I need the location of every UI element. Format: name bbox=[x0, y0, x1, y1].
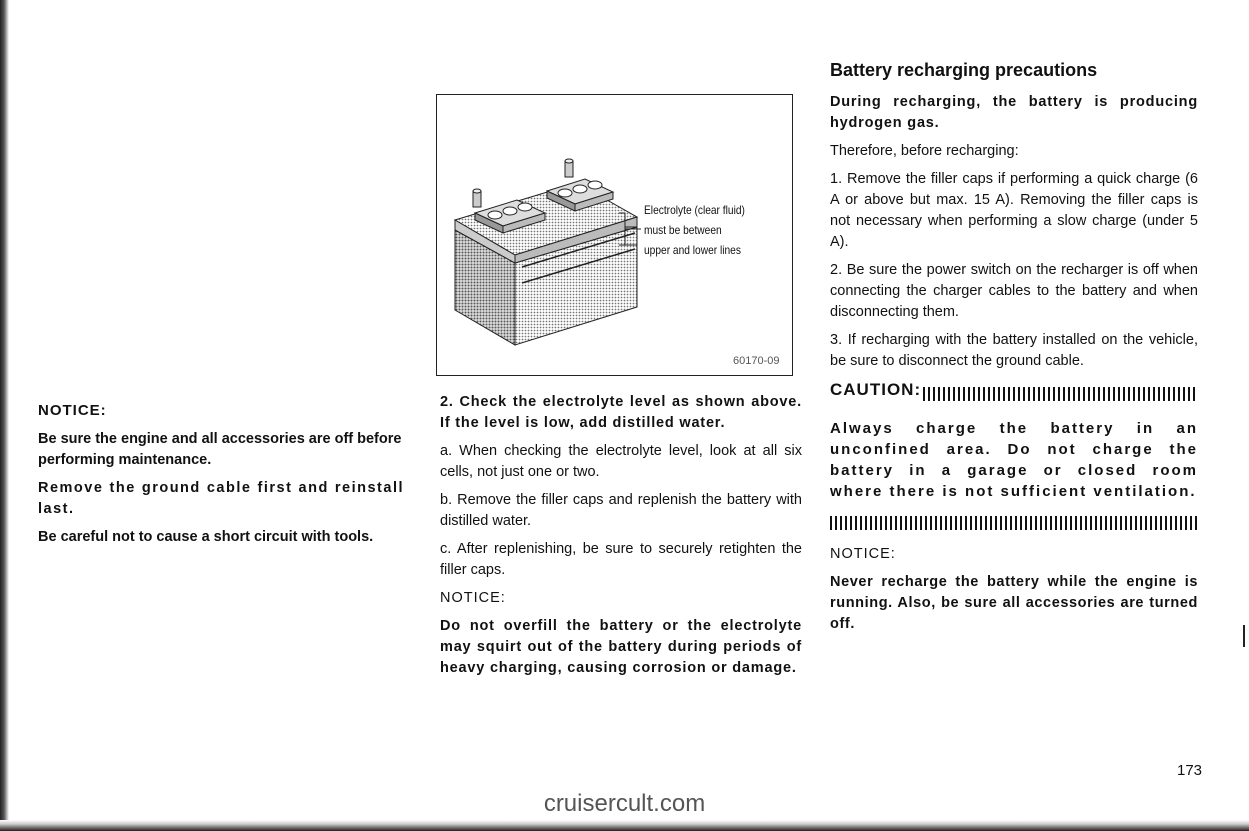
battery-figure bbox=[436, 94, 793, 376]
page-bottom-shadow bbox=[0, 820, 1249, 831]
figure-note-line2: must be between bbox=[644, 223, 722, 237]
margin-mark bbox=[1243, 625, 1245, 647]
caution-text: Always charge the battery in an unconfined area. Do not charge the battery in a garage or closed room where there is not sufficient ventilation. bbox=[830, 420, 1198, 500]
page-binding-shadow bbox=[0, 0, 9, 831]
step-c: c. After replenishing, be sure to securely retighten the filler caps. bbox=[440, 541, 802, 578]
left-column bbox=[38, 400, 404, 555]
notice-heading: NOTICE: bbox=[440, 590, 506, 606]
list-item-1: 1. Remove the filler caps if performing a quick charge (6 A or above but max. 15 A). Removing the filler caps is not necessary when performing a slow charge (under 5 A). bbox=[830, 171, 1198, 250]
list-item-2: 2. Be sure the power switch on the recharger is off when connecting the charger cables to the battery and when disconnecting them. bbox=[830, 262, 1198, 320]
notice-paragraph-2: Remove the ground cable first and reinstall last. bbox=[38, 480, 404, 517]
figure-note-line1: Electrolyte (clear fluid) bbox=[644, 203, 745, 217]
right-column bbox=[830, 58, 1198, 642]
notice-paragraph-1: Be sure the engine and all accessories are off before performing maintenance. bbox=[38, 431, 402, 468]
section-title: Battery recharging precautions bbox=[830, 60, 1098, 80]
caution-header-row bbox=[830, 379, 1198, 408]
figure-note-line3: upper and lower lines bbox=[644, 243, 741, 257]
therefore-line: Therefore, before recharging: bbox=[830, 143, 1019, 159]
caution-end-rule bbox=[830, 516, 1198, 530]
middle-column bbox=[440, 392, 802, 686]
notice-text: Do not overfill the battery or the electrolyte may squirt out of the battery during periods of heavy charging, causing corrosion or damage. bbox=[440, 618, 802, 676]
notice-paragraph-3: Be careful not to cause a short circuit with tools. bbox=[38, 529, 374, 545]
notice-heading: NOTICE: bbox=[38, 402, 107, 419]
list-item-3: 3. If recharging with the battery installed on the vehicle, be sure to disconnect the ground cable. bbox=[830, 332, 1198, 369]
caution-rule bbox=[923, 387, 1198, 401]
notice-text: Never recharge the battery while the engine is running. Also, be sure all accessories are turned off. bbox=[830, 574, 1198, 632]
caution-heading: CAUTION: bbox=[830, 380, 922, 399]
watermark: cruisercult.com bbox=[543, 790, 706, 817]
step-2: 2. Check the electrolyte level as shown above. If the level is low, add distilled water. bbox=[440, 394, 802, 431]
notice-heading: NOTICE: bbox=[830, 546, 896, 562]
step-b: b. Remove the filler caps and replenish the battery with distilled water. bbox=[440, 492, 802, 529]
page-number: 173 bbox=[1177, 762, 1203, 779]
figure-code: 60170-09 bbox=[733, 355, 780, 367]
step-a: a. When checking the electrolyte level, look at all six cells, not just one or two. bbox=[440, 443, 802, 480]
intro-paragraph: During recharging, the battery is producing hydrogen gas. bbox=[830, 94, 1198, 131]
